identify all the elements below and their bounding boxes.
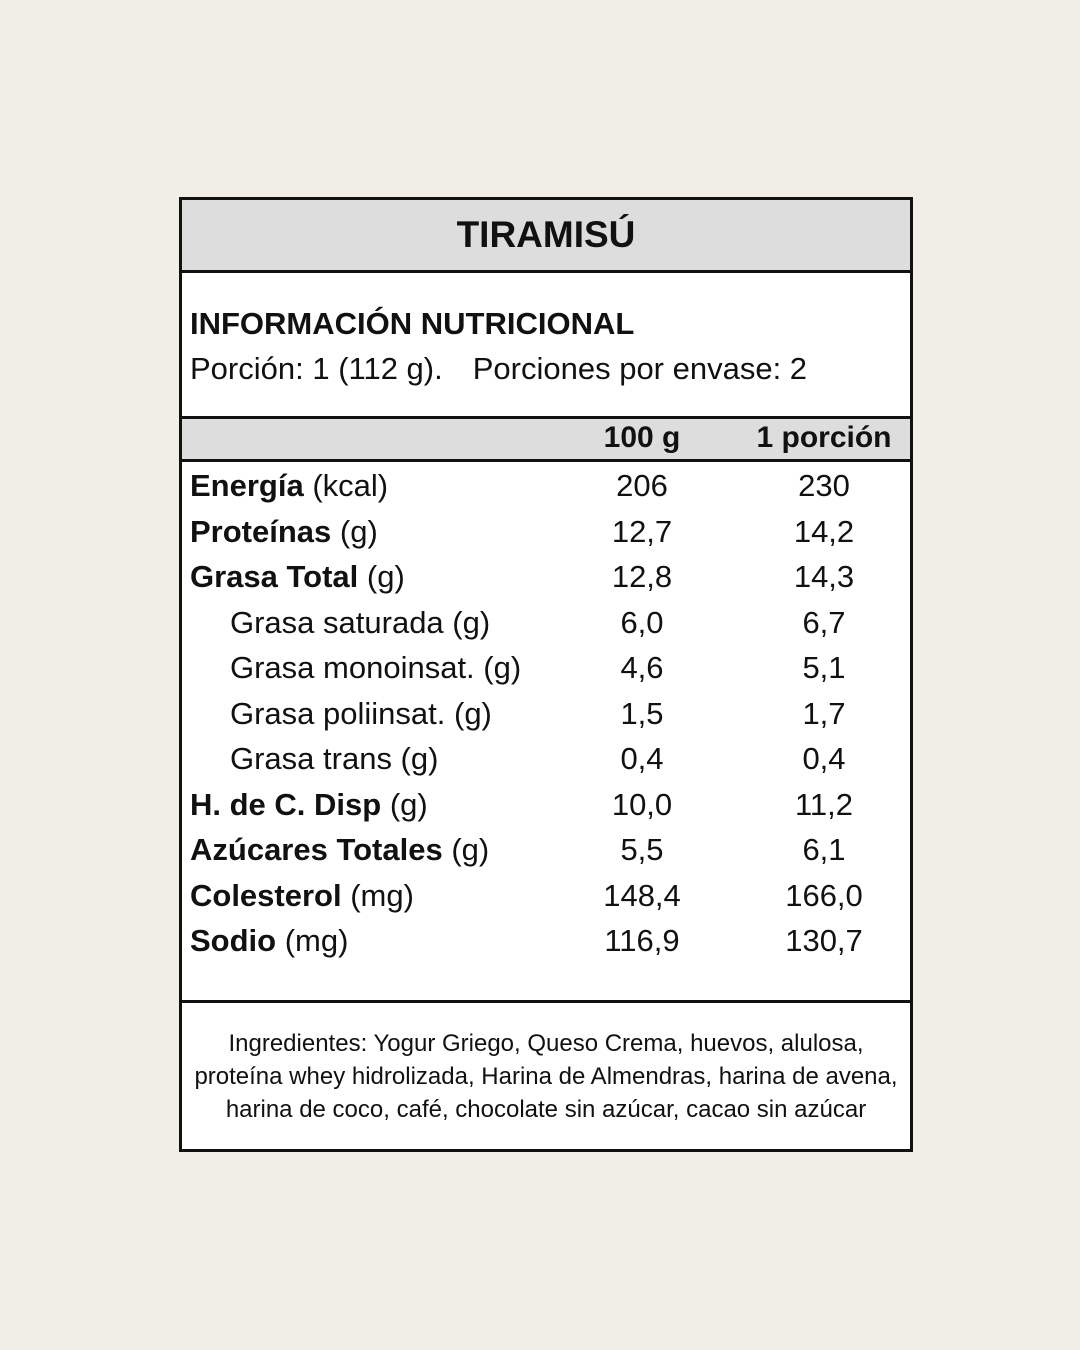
- nutrient-row: [182, 917, 910, 962]
- value-100g: 12,7: [611, 513, 673, 549]
- value-100g: 6,0: [620, 604, 664, 640]
- value-portion: 0,4: [802, 741, 846, 776]
- nutrient-name: H. de C. Disp: [190, 786, 382, 822]
- value-portion: 5,1: [802, 650, 846, 685]
- value-portion: 6,1: [802, 832, 846, 867]
- value-portion: 1,7: [802, 695, 846, 731]
- value-portion: 14,3: [793, 559, 855, 594]
- nutrient-row: [182, 826, 910, 871]
- value-portion: 11,2: [794, 786, 854, 822]
- nutrient-name: Colesterol: [190, 877, 342, 913]
- nutrient-subrow: [182, 735, 910, 780]
- nutrient-row: [182, 872, 910, 917]
- nutrient-name: Grasa trans (g): [230, 741, 439, 776]
- value-portion: 6,7: [802, 604, 846, 640]
- ingredients-section: [182, 1000, 910, 1149]
- portion-line: [190, 351, 807, 387]
- nutrient-unit: (g): [442, 832, 490, 867]
- nutrient-name: Grasa poliinsat. (g): [230, 695, 492, 731]
- nutrient-unit: (kcal): [303, 468, 389, 503]
- nutrient-unit: (mg): [276, 923, 349, 958]
- nutrient-row: [182, 508, 910, 553]
- value-portion: 166,0: [785, 877, 863, 913]
- nutrient-name: Grasa monoinsat. (g): [230, 650, 522, 685]
- value-100g: 10,0: [611, 786, 673, 822]
- nutrient-name: Grasa Total: [190, 559, 359, 594]
- nutrient-subrow: [182, 690, 910, 735]
- info-section: [182, 273, 910, 419]
- value-100g: 1,5: [620, 695, 664, 731]
- nutrient-row: [182, 781, 910, 826]
- nutrient-unit: (g): [358, 559, 405, 594]
- column-header: [182, 419, 910, 462]
- value-100g: 206: [616, 468, 668, 503]
- info-heading: INFORMACIÓN NUTRICIONAL: [190, 306, 635, 341]
- ingredients-text: Ingredientes: Yogur Griego, Queso Crema, huevos, alulosa, proteína whey hidrolizada, Harina de Almendras, harina de avena, harina de coco, café, chocolate sin azúcar, cacao sin azúcar: [194, 1029, 898, 1123]
- value-100g: 5,5: [620, 832, 664, 867]
- nutrient-name: Grasa saturada (g): [230, 604, 491, 640]
- nutrient-subrow: [182, 644, 910, 689]
- value-portion: 130,7: [785, 923, 863, 958]
- nutrient-row: [182, 553, 910, 598]
- nutrient-unit: (g): [381, 786, 428, 822]
- column-portion: 1 porción: [756, 421, 892, 454]
- nutrient-name: Proteínas: [190, 513, 332, 549]
- nutrient-unit: (g): [331, 513, 378, 549]
- product-title: TIRAMISÚ: [182, 200, 910, 273]
- value-100g: 4,6: [620, 650, 664, 685]
- nutrient-row: [182, 462, 910, 507]
- nutrition-label: [179, 197, 913, 1152]
- value-100g: 148,4: [603, 877, 681, 913]
- nutrient-unit: (mg): [341, 877, 414, 913]
- portion-size: Porción: 1 (112 g).: [190, 351, 443, 386]
- nutrient-name: Sodio: [190, 923, 277, 958]
- nutrient-subrow: [182, 599, 910, 644]
- value-portion: 230: [798, 468, 850, 503]
- value-100g: 116,9: [604, 923, 680, 958]
- portions-per-pack: Porciones por envase: 2: [472, 351, 808, 386]
- value-100g: 12,8: [611, 559, 673, 594]
- nutrient-name: Azúcares Totales: [190, 832, 443, 867]
- value-100g: 0,4: [620, 741, 664, 776]
- column-100g: 100 g: [603, 421, 681, 454]
- nutrient-name: Energía: [190, 468, 304, 503]
- value-portion: 14,2: [793, 513, 855, 549]
